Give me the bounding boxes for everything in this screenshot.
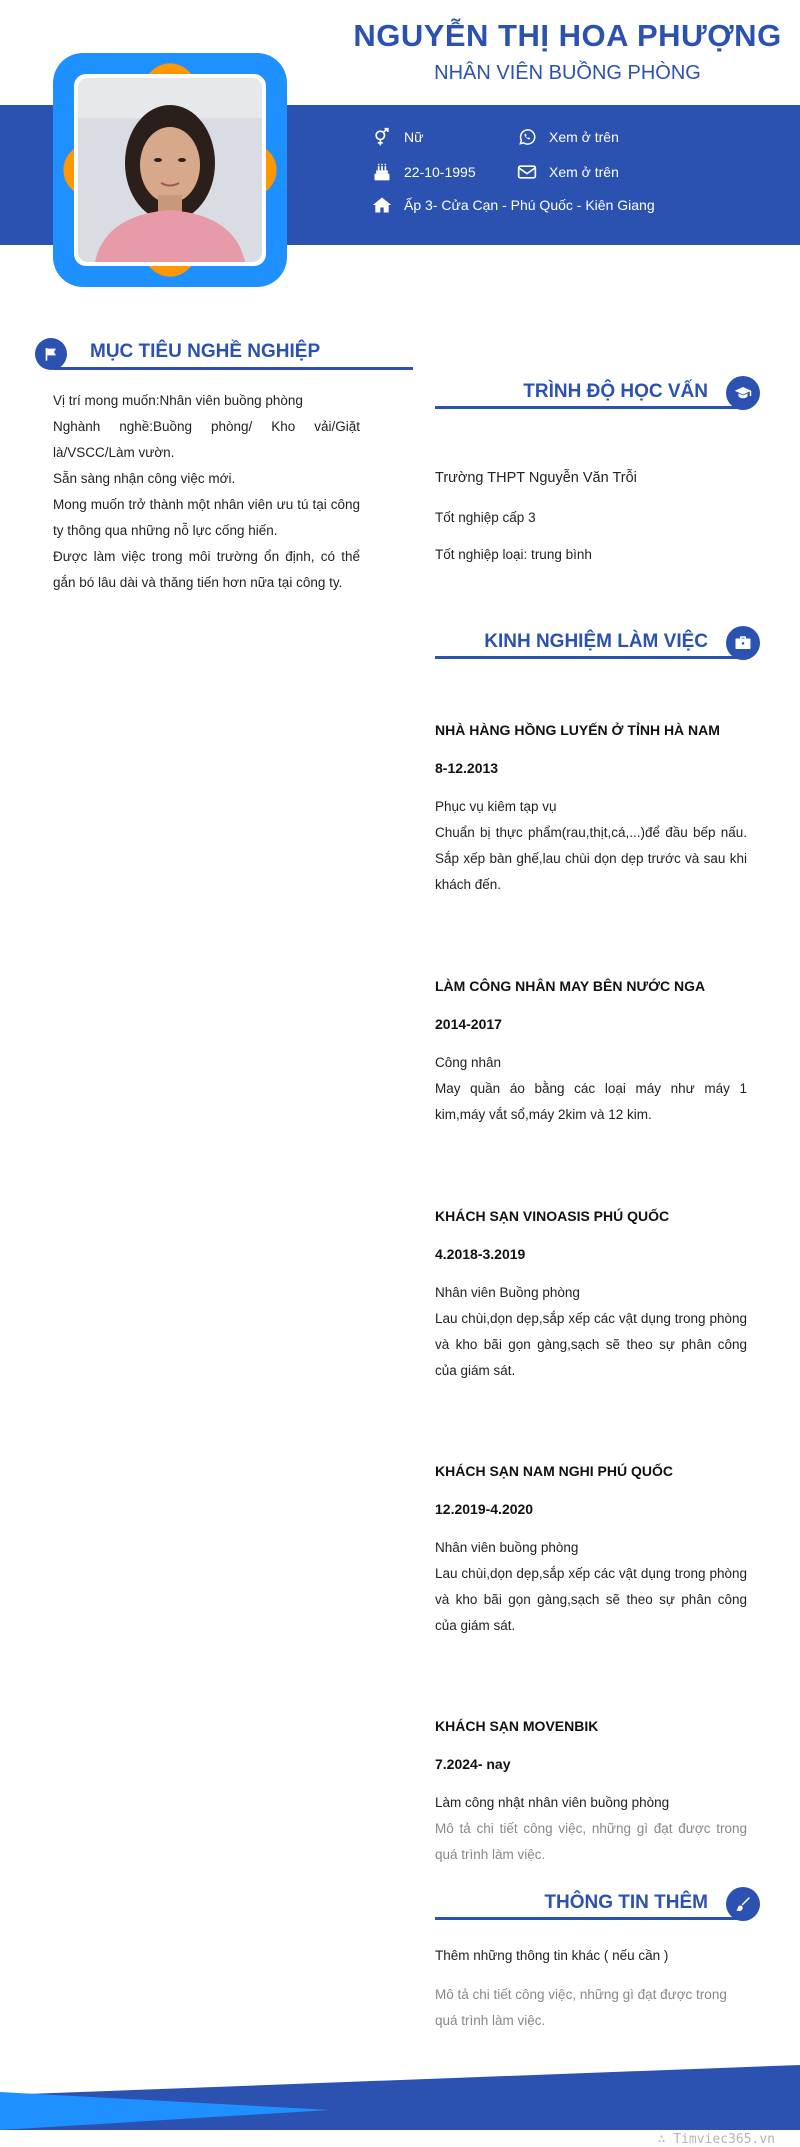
job-description: Lau chùi,dọn dẹp,sắp xếp các vật dụng trong phòng và kho bãi gọn gàng,sạch sẽ theo sự phân công của giám sát. [435,1566,747,1633]
experience-badge [726,626,760,660]
extra-underline [435,1917,743,1920]
cake-icon [372,162,392,182]
experience-underline [435,656,743,659]
job-position: Nhân viên Buồng phòng [435,1285,580,1300]
job-item [435,1463,747,1639]
objective-title: MỤC TIÊU NGHỀ NGHIỆP [90,341,321,362]
contact-email [517,162,619,182]
birthday-text: 22-10-1995 [404,164,476,180]
graduation-cap-icon [734,384,752,402]
job-period: 7.2024- nay [435,1756,511,1772]
objective-line: Được làm việc trong môi trường ổn định, có thể gắn bó lâu dài và thăng tiến hơn nữa tại công ty. [53,549,360,590]
job-company: NHÀ HÀNG HỒNG LUYẾN Ở TỈNH HÀ NAM [435,722,720,738]
footer-wave [0,2060,800,2130]
briefcase-icon [734,634,752,652]
job-item [435,722,747,898]
paintbrush-icon [734,1895,752,1913]
extra-header [435,1887,760,1927]
whatsapp-icon [517,127,537,147]
objective-line: Nghành nghề:Buồng phòng/ Kho vải/Giặt là/VSCC/Làm vườn. [53,419,360,460]
job-company: KHÁCH SẠN VINOASIS PHÚ QUỐC [435,1208,670,1224]
extra-text: Thêm những thông tin khác ( nếu cần ) [435,1948,669,1963]
education-title: TRÌNH ĐỘ HỌC VẤN [523,381,708,402]
address-text: Ấp 3- Cửa Cạn - Phú Quốc - Kiên Giang [404,197,655,213]
objective-header [35,333,380,373]
envelope-icon [517,162,537,182]
avatar-frame [25,25,315,315]
watermark: ∴ Timviec365.vn [657,2132,775,2147]
flag-icon [43,346,59,362]
avatar [78,78,262,262]
job-position: Làm công nhật nhân viên buồng phòng [435,1795,670,1810]
phone-text: Xem ở trên [549,129,619,145]
gender-text: Nữ [404,129,424,145]
job-item [435,1208,747,1384]
contact-gender [372,127,423,147]
experience-header [435,626,760,666]
objective-line: Sẵn sàng nhận công việc mới. [53,471,236,486]
objective-badge [35,338,67,370]
objective-underline [53,367,413,370]
home-icon [372,195,392,215]
gender-icon [372,127,392,147]
contact-birthday [372,162,476,182]
job-company: KHÁCH SẠN NAM NGHI PHÚ QUỐC [435,1463,673,1479]
contact-phone [517,127,619,147]
job-period: 12.2019-4.2020 [435,1501,534,1517]
extra-title: THÔNG TIN THÊM [544,1892,708,1913]
objective-line: Vị trí mong muốn:Nhân viên buồng phòng [53,393,303,408]
job-description: Chuẩn bị thực phẩm(rau,thịt,cá,...)để đầu bếp nấu. Sắp xếp bàn ghế,lau chùi dọn dẹp trước và sau khi khách đến. [435,825,747,892]
experience-title: KINH NGHIỆM LÀM VIỆC [484,631,708,652]
education-underline [435,406,743,409]
job-position: Phục vụ kiêm tạp vụ [435,799,557,814]
education-level: Tốt nghiệp cấp 3 [435,510,536,525]
job-item [435,978,747,1128]
job-position: Công nhân [435,1055,502,1070]
objective-body [53,388,360,596]
candidate-role: NHÂN VIÊN BUỒNG PHÒNG [434,62,701,84]
education-grade: Tốt nghiệp loại: trung bình [435,547,592,562]
education-badge [726,376,760,410]
contact-address [372,195,655,215]
objective-line: Mong muốn trở thành một nhân viên ưu tú tại công ty thông qua những nỗ lực cống hiến. [53,497,360,538]
job-description: May quần áo bằng các loại máy như máy 1 kim,máy vắt sổ,máy 2kim và 12 kim. [435,1081,747,1122]
job-position: Nhân viên buồng phòng [435,1540,579,1555]
email-text: Xem ở trên [549,164,619,180]
job-period: 2014-2017 [435,1016,502,1032]
extra-badge [726,1887,760,1921]
education-school: Trường THPT Nguyễn Văn Trỗi [435,470,637,486]
job-company: KHÁCH SẠN MOVENBIK [435,1718,599,1734]
job-company: LÀM CÔNG NHÂN MAY BÊN NƯỚC NGA [435,978,706,994]
job-item [435,1718,747,1868]
job-description: Mô tả chi tiết công việc, những gì đạt được trong quá trình làm việc. [435,1821,747,1862]
candidate-name: NGUYỄN THỊ HOA PHƯỢNG [353,18,782,53]
job-description: Lau chùi,dọn dẹp,sắp xếp các vật dụng trong phòng và kho bãi gọn gàng,sạch sẽ theo sự phân công của giám sát. [435,1311,747,1378]
extra-description: Mô tả chi tiết công việc, những gì đạt được trong quá trình làm việc. [435,1987,727,2028]
education-header [435,376,760,416]
job-period: 8-12.2013 [435,760,499,776]
job-period: 4.2018-3.2019 [435,1246,526,1262]
